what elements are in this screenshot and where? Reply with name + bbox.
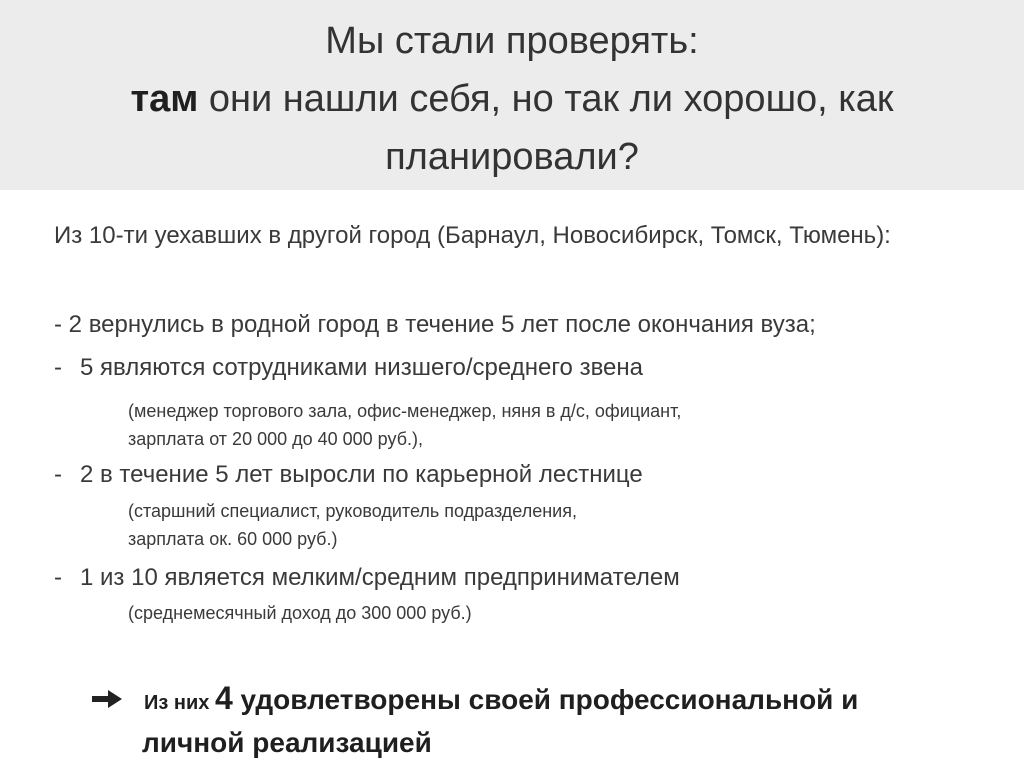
list-item-detail: (среднемесячный доход до 300 000 руб.) [128, 603, 472, 623]
list-dash: - [54, 461, 62, 488]
conclusion-prefix: Из них [144, 692, 215, 714]
list-item-detail: (менеджер торгового зала, офис-менеджер, няня в д/с, официант, [128, 401, 682, 421]
conclusion [86, 678, 858, 763]
list-item [54, 461, 643, 489]
title-line-3: планировали? [385, 136, 639, 178]
title-line-2-rest: они нашли себя, но так ли хорошо, как [198, 78, 894, 120]
intro-text: Из 10-ти уехавших в другой город (Барнаул, Новосибирск, Томск, Тюмень): [54, 222, 891, 249]
title-banner [0, 0, 1024, 190]
title-emphasis: там [130, 78, 199, 120]
list-item-text: 2 вернулись в родной город в течение 5 лет после окончания вуза; [68, 311, 816, 338]
list-item-detail: (старшний специалист, руководитель подразделения, [128, 501, 577, 521]
list-item [54, 564, 680, 592]
list-item-text: 1 из 10 является мелким/средним предпринимателем [80, 564, 680, 591]
slide-title [0, 12, 1024, 186]
list-item-text: 2 в течение 5 лет выросли по карьерной лестнице [80, 461, 643, 488]
title-line-1: Мы стали проверять: [325, 20, 699, 62]
list-item-detail: зарплата ок. 60 000 руб.) [128, 529, 338, 549]
list-item-detail: зарплата от 20 000 до 40 000 руб.), [128, 429, 423, 449]
list-dash: - [54, 564, 62, 591]
list-dash: - [54, 354, 62, 381]
conclusion-line-1 [86, 678, 858, 723]
list-dash: - [54, 311, 62, 338]
conclusion-number: 4 [214, 680, 233, 716]
conclusion-text: удовлетворены своей профессиональной и [232, 684, 859, 715]
conclusion-line-2: личной реализацией [142, 727, 432, 758]
list-item-text: 5 являются сотрудниками низшего/среднего звена [80, 354, 644, 381]
list-item [54, 354, 643, 382]
title-line-2 [0, 70, 1024, 128]
list-item [54, 311, 816, 339]
